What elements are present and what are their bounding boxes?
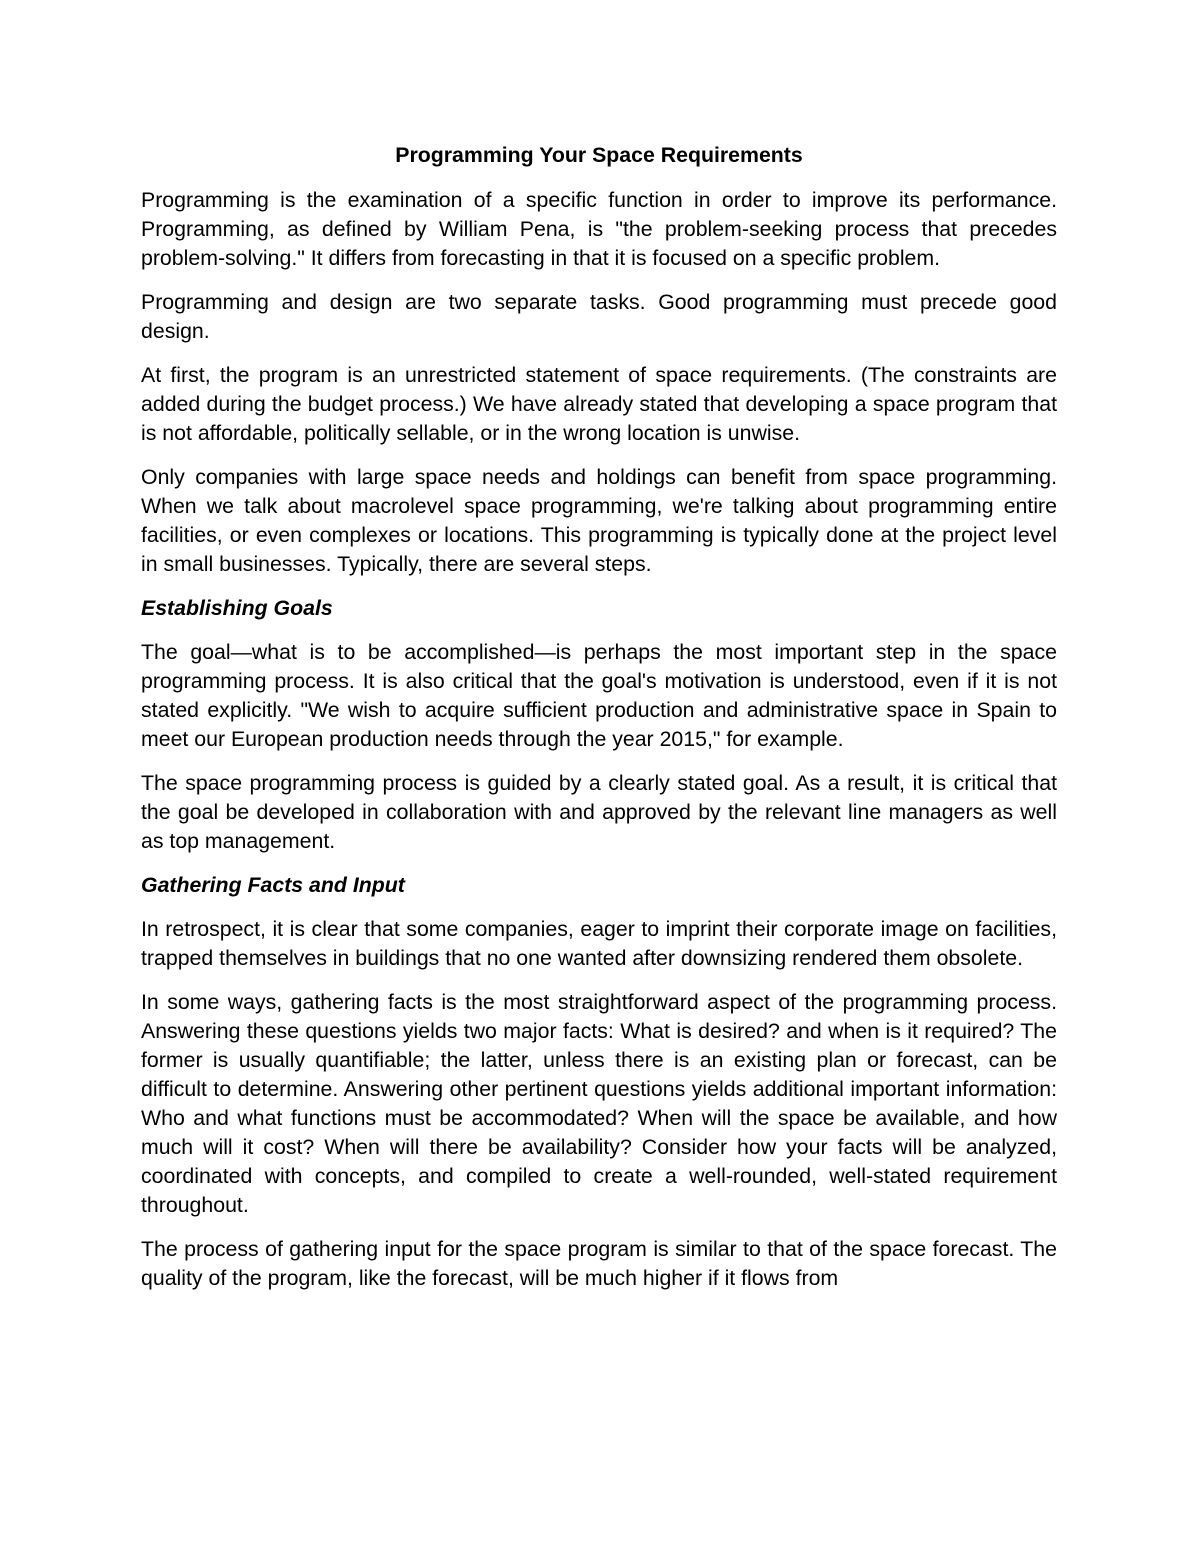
paragraph: Programming is the examination of a specific function in order to improve its performance. Programming, as defined by William Pena, is "the problem-seeking process that precedes problem-solving." It differs from forecasting in that it is focused on a specific problem. xyxy=(141,188,1057,270)
document-body xyxy=(141,141,1057,1308)
paragraph: In some ways, gathering facts is the most straightforward aspect of the programming process. Answering these questions yields two major facts: What is desired? and when is it required? The former is usually quantifiable; the latter, unless there is an existing plan or forecast, can be difficult to determine. Answering other pertinent questions yields additional important information: Who and what functions must be accommodated? When will the space be available, and how much will it cost? When will there be availability? Consider how your facts will be analyzed, coordinated with concepts, and compiled to create a well-rounded, well-stated requirement throughout. xyxy=(141,990,1057,1217)
paragraph: Only companies with large space needs and holdings can benefit from space programming. When we talk about macrolevel space programming, we're talking about programming entire facilities, or even complexes or locations. This programming is typically done at the project level in small businesses. Typically, there are several steps. xyxy=(141,465,1057,576)
paragraph: The space programming process is guided by a clearly stated goal. As a result, it is critical that the goal be developed in collaboration with and approved by the relevant line managers as well as top management. xyxy=(141,771,1057,853)
paragraph: At first, the program is an unrestricted statement of space requirements. (The constraints are added during the budget process.) We have already stated that developing a space program that is not affordable, politically sellable, or in the wrong location is unwise. xyxy=(141,363,1057,445)
section-heading-gathering-facts: Gathering Facts and Input xyxy=(141,873,405,897)
section-heading-establishing-goals: Establishing Goals xyxy=(141,596,333,620)
paragraph: Programming and design are two separate tasks. Good programming must precede good design. xyxy=(141,290,1057,343)
document-title: Programming Your Space Requirements xyxy=(395,143,803,167)
paragraph: In retrospect, it is clear that some companies, eager to imprint their corporate image on facilities, trapped themselves in buildings that no one wanted after downsizing rendered them obsolete. xyxy=(141,917,1057,970)
paragraph: The goal—what is to be accomplished—is perhaps the most important step in the space programming process. It is also critical that the goal's motivation is understood, even if it is not stated explicitly. "We wish to acquire sufficient production and administrative space in Spain to meet our European production needs through the year 2015," for example. xyxy=(141,640,1057,751)
paragraph: The process of gathering input for the space program is similar to that of the space forecast. The quality of the program, like the forecast, will be much higher if it flows from xyxy=(141,1237,1057,1290)
